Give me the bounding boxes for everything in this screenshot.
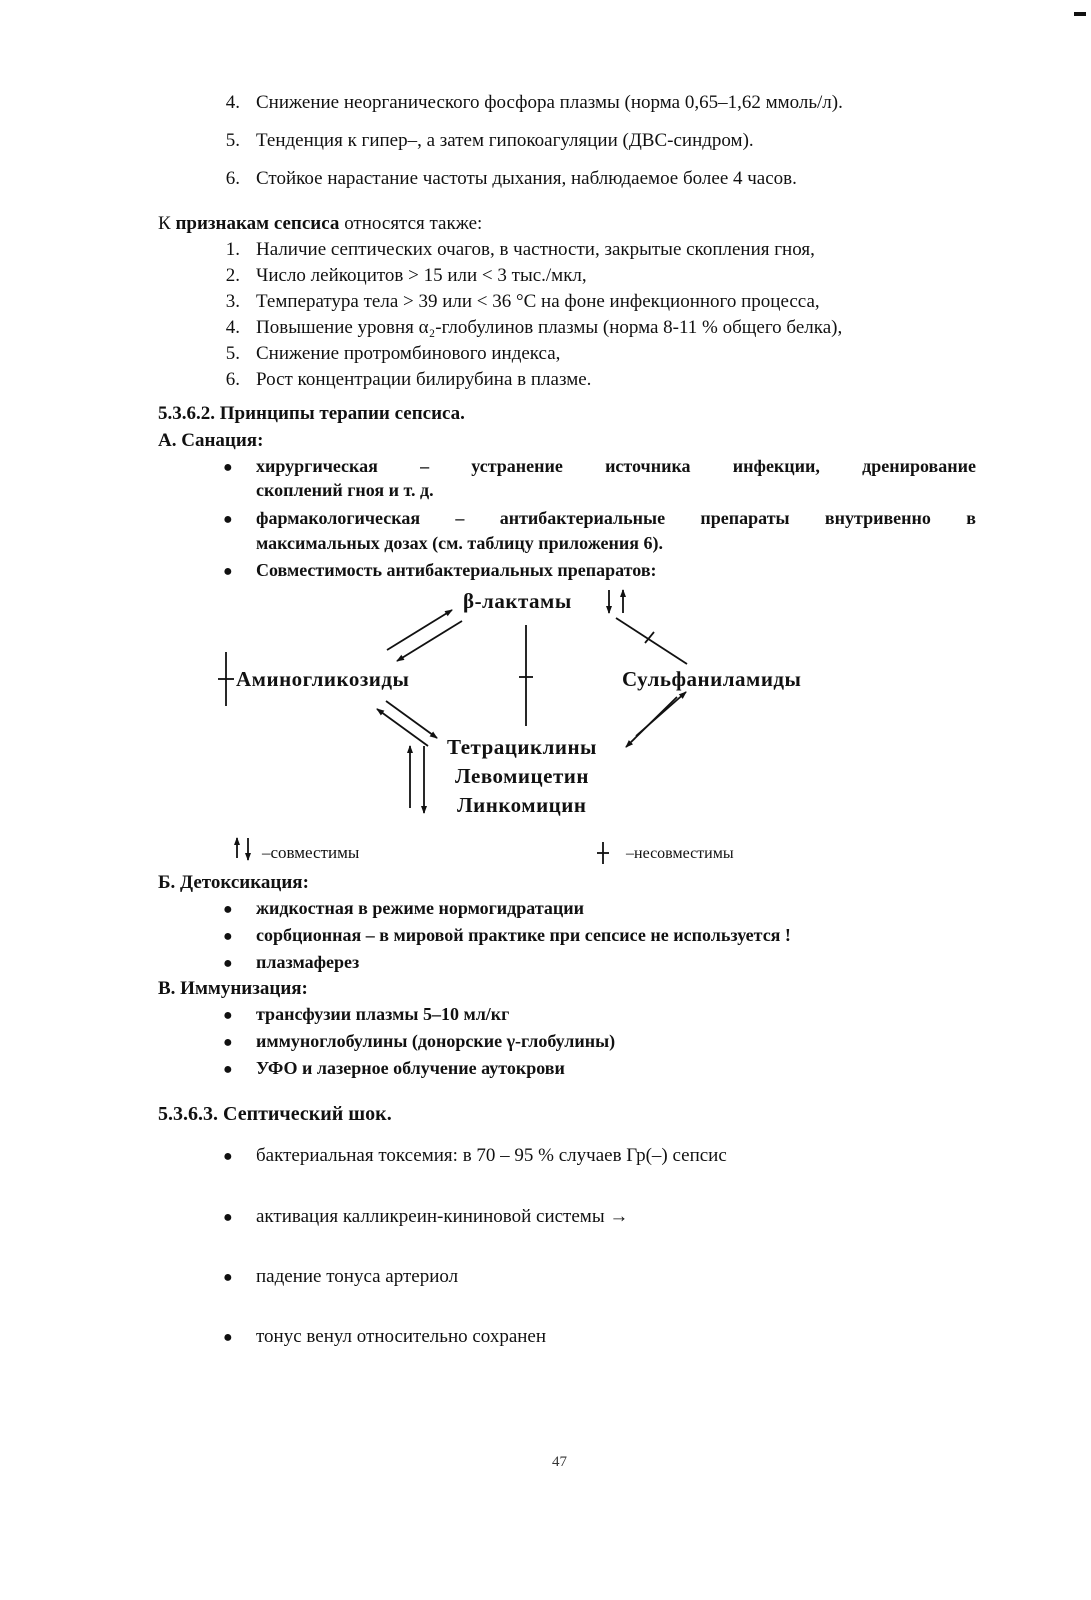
detox-item: жидкостная в режиме нормогидратации xyxy=(256,898,584,918)
compatible-arrow xyxy=(636,692,686,736)
compatible-arrow xyxy=(387,610,452,650)
bullet: ● xyxy=(223,1034,233,1051)
subheading-immunization: В. Иммунизация: xyxy=(158,978,308,999)
word: в xyxy=(966,508,976,528)
list-number: 3. xyxy=(225,291,240,312)
list-number: 5. xyxy=(225,343,240,364)
signs-intro-bold: признакам сепсиса xyxy=(175,213,340,234)
subheading-detox: Б. Детоксикация: xyxy=(158,872,309,893)
bullet: ● xyxy=(223,1007,233,1024)
list-number: 6. xyxy=(225,369,240,390)
compatible-arrow xyxy=(397,621,462,661)
diagram-node-aminoglycosides: Аминогликозиды xyxy=(236,667,410,691)
word: инфекции, xyxy=(732,456,820,476)
incompatible-line xyxy=(616,618,687,664)
page-number: 47 xyxy=(552,1454,567,1470)
word: антибактериальные xyxy=(499,508,666,528)
legend-incompatible-label: –несовместимы xyxy=(626,845,734,862)
diagram-node-levomycetin: Левомицетин xyxy=(455,764,589,788)
list-item-text: Рост концентрации билирубина в плазме. xyxy=(256,369,592,390)
list-number: 2. xyxy=(225,265,240,286)
list-item-text: Число лейкоцитов > 15 или < 3 тыс./мкл, xyxy=(256,265,587,286)
immunization-item: УФО и лазерное облучение аутокрови xyxy=(256,1058,565,1078)
list-number: 6. xyxy=(225,168,240,189)
diagram-node-sulfonamides: Сульфаниламиды xyxy=(622,667,802,691)
word: – xyxy=(455,508,465,528)
bullet: ● xyxy=(223,955,233,972)
sanation-item-3: Совместимость антибактериальных препаратов: xyxy=(256,560,657,580)
word: – xyxy=(420,456,430,476)
shock-item: падение тонуса артериол xyxy=(256,1266,459,1287)
list-number: 1. xyxy=(225,239,240,260)
word: препараты xyxy=(700,508,790,528)
list-item-text: Стойкое нарастание частоты дыхания, наблюдаемое более 4 часов. xyxy=(256,168,797,189)
word: фармакологическая xyxy=(256,508,421,528)
list-item-text: Наличие септических очагов, в частности, закрытые скопления гноя, xyxy=(256,239,815,260)
bullet: ● xyxy=(223,1061,233,1078)
section-heading-septic-shock: 5.3.6.3. Септический шок. xyxy=(158,1103,392,1125)
list-item-text: Снижение неорганического фосфора плазмы (норма 0,65–1,62 ммоль/л). xyxy=(256,92,843,113)
compatible-arrow xyxy=(377,709,428,746)
word: хирургическая xyxy=(256,456,378,476)
diagram-node-tetracyclines: Тетрациклины xyxy=(447,735,597,759)
list-item-text: Температура тела > 39 или < 36 °C на фоне инфекционного процесса, xyxy=(256,291,820,312)
section-heading-therapy: 5.3.6.2. Принципы терапии сепсиса. xyxy=(158,403,465,424)
signs-intro-prefix: К xyxy=(158,213,176,234)
diagram-node-lincomycin: Линкомицин xyxy=(457,793,587,817)
list-item-text: Тенденция к гипер–, а затем гипокоагуляции (ДВС-синдром). xyxy=(256,130,754,151)
diagram-node-beta-lactams: β-лактамы xyxy=(463,589,572,613)
detox-item: сорбционная – в мировой практике при сепсисе не используется ! xyxy=(256,925,791,945)
immunization-item: иммуноглобулины (донорские γ-глобулины) xyxy=(256,1031,616,1051)
list-item-text: Снижение протромбинового индекса, xyxy=(256,343,561,364)
shock-item: бактериальная токсемия: в 70 – 95 % случаев Гр(–) сепсис xyxy=(256,1145,727,1166)
detox-item: плазмаферез xyxy=(256,952,360,972)
bullet: ● xyxy=(223,511,233,528)
compatible-arrow xyxy=(386,701,437,738)
subheading-sanation: А. Санация: xyxy=(158,430,264,451)
legend-compatible-label: –совместимы xyxy=(262,843,360,862)
list-number: 4. xyxy=(225,92,240,113)
shock-item: тонус венул относительно сохранен xyxy=(256,1326,547,1347)
bullet: ● xyxy=(223,901,233,918)
list-number: 5. xyxy=(225,130,240,151)
sanation-item-1-line-2: скоплений гноя и т. д. xyxy=(256,480,434,500)
bullet: ● xyxy=(223,459,233,476)
sanation-item-2-line-2: максимальных дозах (см. таблицу приложения 6). xyxy=(256,533,663,553)
shock-item: активация калликреин-кининовой системы → xyxy=(256,1206,629,1227)
bullet: ● xyxy=(223,1329,233,1346)
bullet: ● xyxy=(223,1269,233,1286)
bullet: ● xyxy=(223,1148,233,1165)
word: устранение xyxy=(471,456,563,476)
list-item-text: Повышение уровня α₂-глобулинов плазмы (норма 8-11 % общего белка), xyxy=(256,317,843,338)
word: источника xyxy=(605,456,691,476)
bullet: ● xyxy=(223,1209,233,1226)
list-number: 4. xyxy=(225,317,240,338)
bullet: ● xyxy=(223,563,233,580)
signs-intro-suffix: относятся также: xyxy=(339,213,483,234)
word: внутривенно xyxy=(824,508,931,528)
word: дренирование xyxy=(862,456,976,476)
bullet: ● xyxy=(223,928,233,945)
immunization-item: трансфузии плазмы 5–10 мл/кг xyxy=(256,1004,510,1024)
